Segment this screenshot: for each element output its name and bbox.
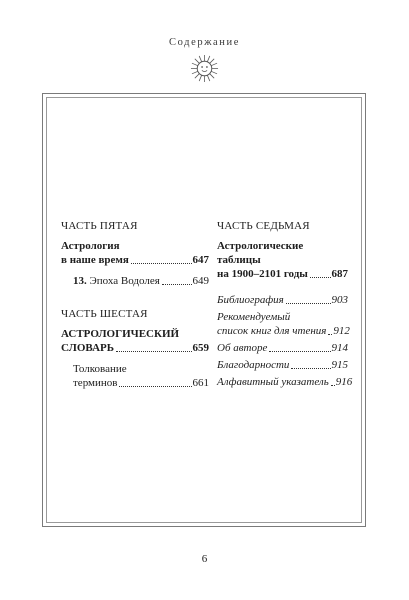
appendix-entry bbox=[217, 375, 353, 389]
appendix-title: Библиография bbox=[217, 294, 284, 306]
toc-left-column bbox=[61, 219, 209, 390]
toc-subentry bbox=[61, 376, 209, 390]
chapter-title-cont: СЛОВАРЬ bbox=[61, 342, 115, 354]
page-number: 687 bbox=[331, 268, 348, 280]
page-number: 647 bbox=[192, 254, 209, 266]
appendix-entry bbox=[217, 358, 348, 372]
running-header: Содержание bbox=[168, 37, 241, 48]
part-heading: ЧАСТЬ ШЕСТАЯ bbox=[61, 308, 148, 320]
page-number: 914 bbox=[331, 342, 348, 354]
toc-subentry bbox=[61, 274, 209, 288]
toc-entry bbox=[217, 267, 348, 281]
chapter-title-cont: на 1900–2101 годы bbox=[217, 268, 308, 280]
dot-leader bbox=[286, 303, 331, 304]
subentry-number: 13. bbox=[73, 275, 87, 287]
dot-leader bbox=[269, 351, 330, 352]
page-number: 649 bbox=[192, 275, 209, 287]
sun-ornament-icon bbox=[190, 54, 219, 83]
page-number: 659 bbox=[192, 342, 209, 354]
toc-right-column bbox=[217, 219, 353, 392]
page-number: 915 bbox=[331, 359, 348, 371]
dot-leader bbox=[119, 386, 191, 387]
chapter-title-cont: в наше время bbox=[61, 254, 129, 266]
dot-leader bbox=[331, 385, 335, 386]
toc-entry bbox=[61, 253, 209, 267]
appendix-title-cont: список книг для чтения bbox=[217, 325, 327, 337]
page-number: 916 bbox=[335, 376, 353, 388]
appendix-entry bbox=[217, 341, 348, 355]
subentry-title-cont: терминов bbox=[73, 377, 118, 389]
subentry-title: Толкование bbox=[73, 363, 127, 375]
appendix-title: Рекомендуемый bbox=[217, 311, 291, 323]
dot-leader bbox=[131, 263, 192, 264]
appendix-entry bbox=[217, 324, 348, 338]
dot-leader bbox=[116, 351, 191, 352]
part-heading: ЧАСТЬ СЕДЬМАЯ bbox=[217, 220, 310, 232]
dot-leader bbox=[162, 284, 192, 285]
appendix-title: Благодарности bbox=[217, 359, 290, 371]
appendix-title: Алфавитный указатель bbox=[217, 376, 329, 388]
appendix-entry bbox=[217, 293, 348, 307]
page-number: 661 bbox=[192, 377, 209, 389]
chapter-title: АСТРОЛОГИЧЕСКИЙ bbox=[61, 328, 180, 340]
toc-entry bbox=[61, 341, 209, 355]
part-heading: ЧАСТЬ ПЯТАЯ bbox=[61, 220, 138, 232]
dot-leader bbox=[328, 334, 332, 335]
appendix-title: Об авторе bbox=[217, 342, 268, 354]
subentry-title: Эпоха Водолея bbox=[89, 275, 160, 287]
page-number: 903 bbox=[331, 294, 348, 306]
page-number: 912 bbox=[333, 325, 350, 337]
chapter-title: Астрологические таблицы bbox=[217, 240, 304, 266]
dot-leader bbox=[291, 368, 330, 369]
page-number-footer: 6 bbox=[201, 553, 208, 565]
chapter-title: Астрология bbox=[61, 240, 120, 252]
dot-leader bbox=[310, 277, 331, 278]
